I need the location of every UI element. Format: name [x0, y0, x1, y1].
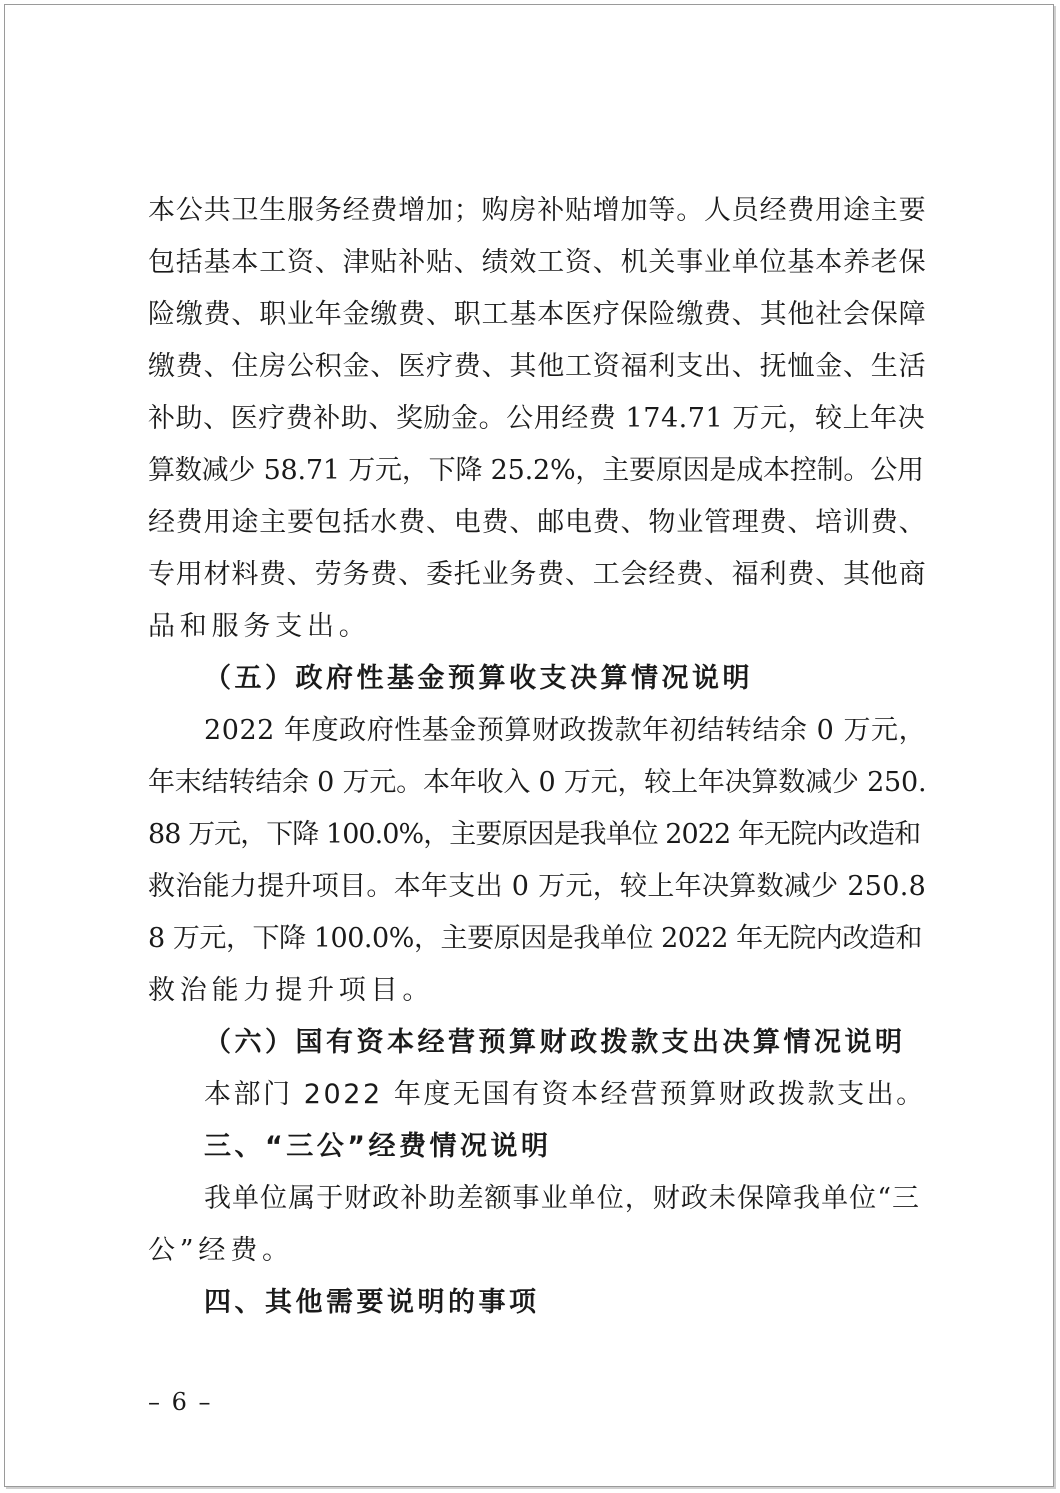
paragraph-line: 品和服务支出。	[148, 611, 371, 642]
paragraph-line: 经费用途主要包括水费、电费、邮电费、物业管理费、培训费、	[148, 507, 927, 538]
paragraph-line: 算数减少 58.71 万元，下降 25.2%，主要原因是成本控制。公用	[148, 455, 924, 486]
paragraph-line: 救治能力提升项目。	[148, 975, 435, 1006]
paragraph-line: 险缴费、职业年金缴费、职工基本医疗保险缴费、其他社会保障	[148, 299, 927, 330]
paragraph-line: 本公共卫生服务经费增加；购房补贴增加等。人员经费用途主要	[148, 195, 927, 226]
section-heading-5: （五）政府性基金预算收支决算情况说明	[204, 663, 753, 694]
paragraph-line: 年末结转结余 0 万元。本年收入 0 万元，较上年决算数减少 250.	[148, 767, 927, 798]
paragraph-line: 88 万元，下降 100.0%，主要原因是我单位 2022 年无院内改造和	[148, 819, 921, 850]
section-heading-4: 四、其他需要说明的事项	[204, 1287, 540, 1318]
paragraph-line: 专用材料费、劳务费、委托业务费、工会经费、福利费、其他商	[148, 559, 927, 590]
section-heading-6: （六）国有资本经营预算财政拨款支出决算情况说明	[204, 1027, 906, 1058]
section-heading-3: 三、“三公”经费情况说明	[204, 1131, 552, 1162]
paragraph-line: 补助、医疗费补助、奖励金。公用经费 174.71 万元，较上年决	[148, 403, 926, 434]
paragraph-line: 我单位属于财政补助差额事业单位，财政未保障我单位“三	[204, 1183, 921, 1214]
paragraph-line: 包括基本工资、津贴补贴、绩效工资、机关事业单位基本养老保	[148, 247, 927, 278]
page-number: – 6 –	[148, 1388, 213, 1416]
paragraph-line: 缴费、住房公积金、医疗费、其他工资福利支出、抚恤金、生活	[148, 351, 927, 382]
paragraph-line: 2022 年度政府性基金预算财政拨款年初结转结余 0 万元，	[204, 715, 927, 746]
paragraph-line: 本部门 2022 年度无国有资本经营预算财政拨款支出。	[204, 1079, 926, 1110]
paragraph-line: 救治能力提升项目。本年支出 0 万元，较上年决算数减少 250.8	[148, 871, 927, 902]
paragraph-line: 8 万元，下降 100.0%，主要原因是我单位 2022 年无院内改造和	[148, 923, 922, 954]
paragraph-line: 公”经费。	[148, 1235, 294, 1266]
